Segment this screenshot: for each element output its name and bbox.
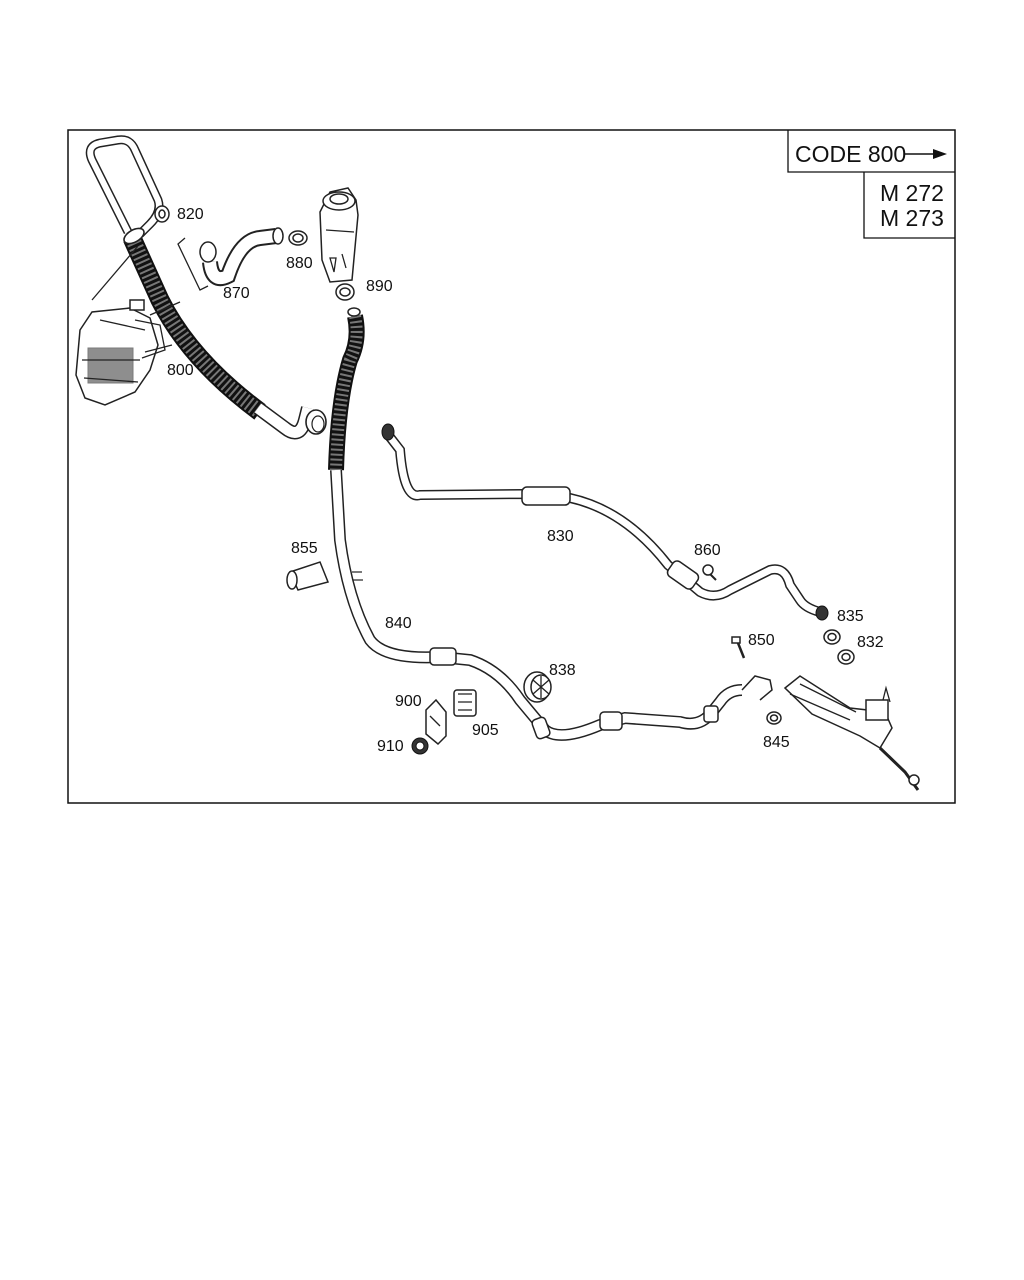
label-830: 830 bbox=[547, 528, 574, 545]
part-905-clamp bbox=[454, 690, 476, 716]
reservoir bbox=[320, 188, 358, 282]
part-850-bolt bbox=[732, 637, 744, 658]
part-832-seal bbox=[838, 650, 854, 664]
part-910-nut bbox=[412, 738, 428, 754]
part-800-pump-hose bbox=[76, 140, 326, 434]
part-838-grommet bbox=[524, 672, 551, 702]
part-890-clamp bbox=[336, 284, 354, 300]
label-870: 870 bbox=[223, 285, 250, 302]
label-840: 840 bbox=[385, 615, 412, 632]
part-855-sleeve bbox=[287, 562, 328, 590]
part-820-nut bbox=[155, 206, 169, 222]
part-835-seal bbox=[824, 630, 840, 644]
part-880-clamp bbox=[289, 231, 307, 245]
label-845: 845 bbox=[763, 734, 790, 751]
label-910: 910 bbox=[377, 738, 404, 755]
steering-gear bbox=[785, 676, 919, 790]
label-890: 890 bbox=[366, 278, 393, 295]
right-arrow-icon bbox=[904, 149, 947, 159]
engine-m272: M 272 bbox=[880, 180, 944, 206]
label-850: 850 bbox=[748, 632, 775, 649]
part-830-return-line bbox=[382, 424, 828, 620]
pump-body bbox=[76, 300, 165, 405]
part-900-bracket bbox=[426, 700, 446, 744]
label-820: 820 bbox=[177, 206, 204, 223]
part-870-hose bbox=[178, 228, 283, 290]
label-838: 838 bbox=[549, 662, 576, 679]
code-box bbox=[788, 130, 955, 238]
label-832: 832 bbox=[857, 634, 884, 651]
label-880: 880 bbox=[286, 255, 313, 272]
part-860-bolt bbox=[703, 565, 716, 580]
label-800: 800 bbox=[167, 362, 194, 379]
label-855: 855 bbox=[291, 540, 318, 557]
label-900: 900 bbox=[395, 693, 422, 710]
part-845-seal bbox=[767, 712, 781, 724]
engine-m273: M 273 bbox=[880, 205, 944, 231]
code-label: CODE 800 bbox=[795, 141, 907, 167]
label-835: 835 bbox=[837, 608, 864, 625]
label-860: 860 bbox=[694, 542, 721, 559]
label-905: 905 bbox=[472, 722, 499, 739]
